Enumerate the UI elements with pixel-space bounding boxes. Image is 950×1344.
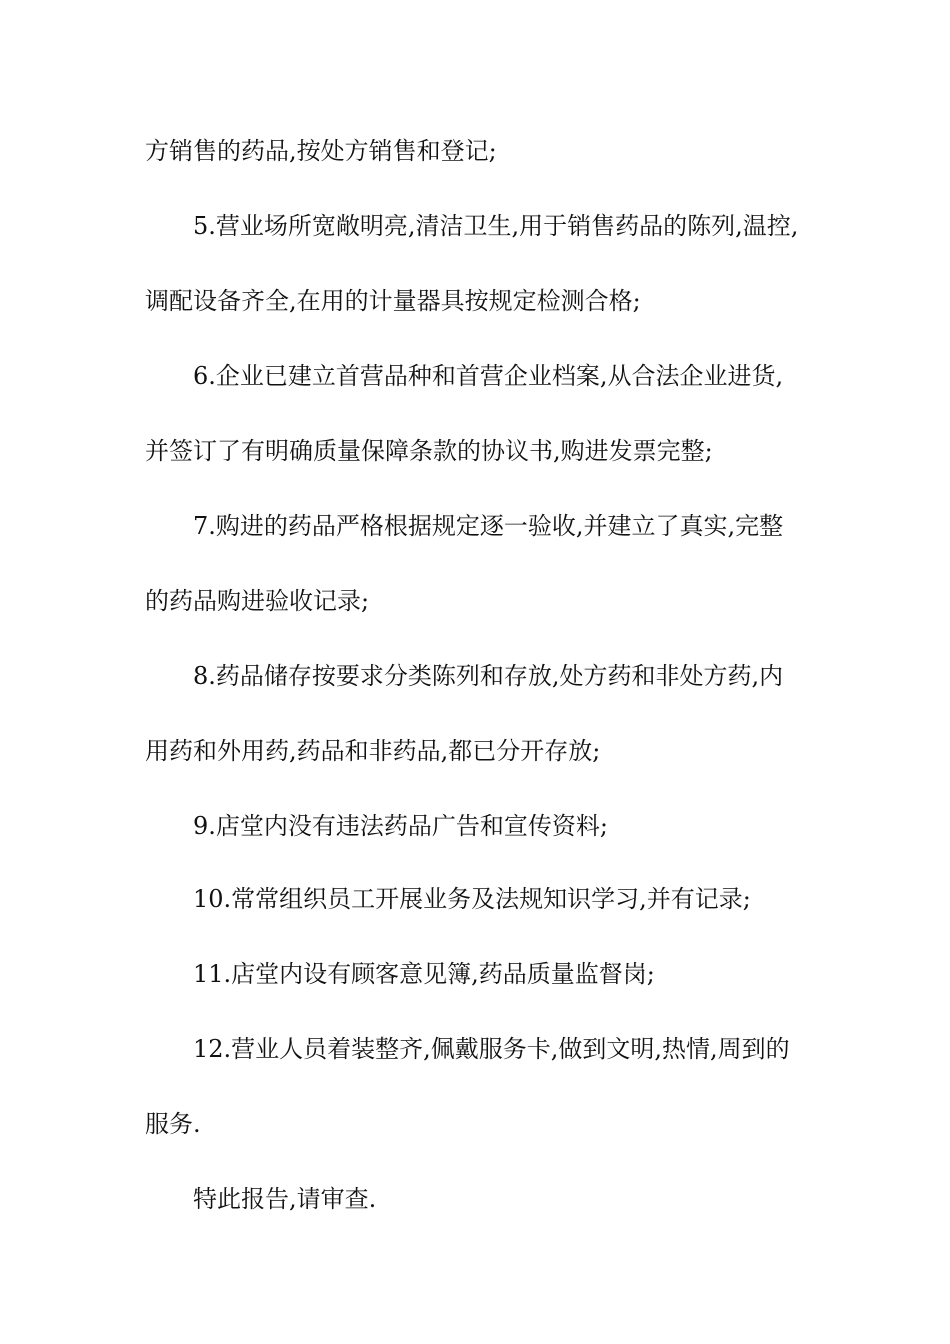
text-line-item-7-cont: 的药品购进验收记录;: [145, 587, 370, 615]
text-line-item-6-cont: 并签订了有明确质量保障条款的协议书,购进发票完整;: [145, 437, 713, 465]
text-line-item-5-cont: 调配设备齐全,在用的计量器具按规定检测合格;: [145, 287, 641, 315]
text-line-item-6: 6.企业已建立首营品种和首营企业档案,从合法企业进货,: [193, 362, 784, 390]
text-line-item-8-cont: 用药和外用药,药品和非药品,都已分开存放;: [145, 737, 601, 765]
text-line-item-11: 11.店堂内设有顾客意见簿,药品质量监督岗;: [193, 960, 655, 988]
text-line-item-7: 7.购进的药品严格根据规定逐一验收,并建立了真实,完整: [193, 512, 784, 540]
text-line-item-10: 10.常常组织员工开展业务及法规知识学习,并有记录;: [193, 885, 751, 913]
text-line-continuation-4: 方销售的药品,按处方销售和登记;: [145, 137, 497, 165]
text-line-item-5: 5.营业场所宽敞明亮,清洁卫生,用于销售药品的陈列,温控,: [193, 212, 799, 240]
text-line-item-12: 12.营业人员着装整齐,佩戴服务卡,做到文明,热情,周到的: [193, 1035, 790, 1063]
text-line-item-8: 8.药品储存按要求分类陈列和存放,处方药和非处方药,内: [193, 662, 784, 690]
text-line-item-9: 9.店堂内没有违法药品广告和宣传资料;: [193, 812, 608, 840]
text-line-item-12-cont: 服务.: [145, 1110, 201, 1138]
text-line-closing: 特此报告,请审查.: [193, 1185, 377, 1213]
